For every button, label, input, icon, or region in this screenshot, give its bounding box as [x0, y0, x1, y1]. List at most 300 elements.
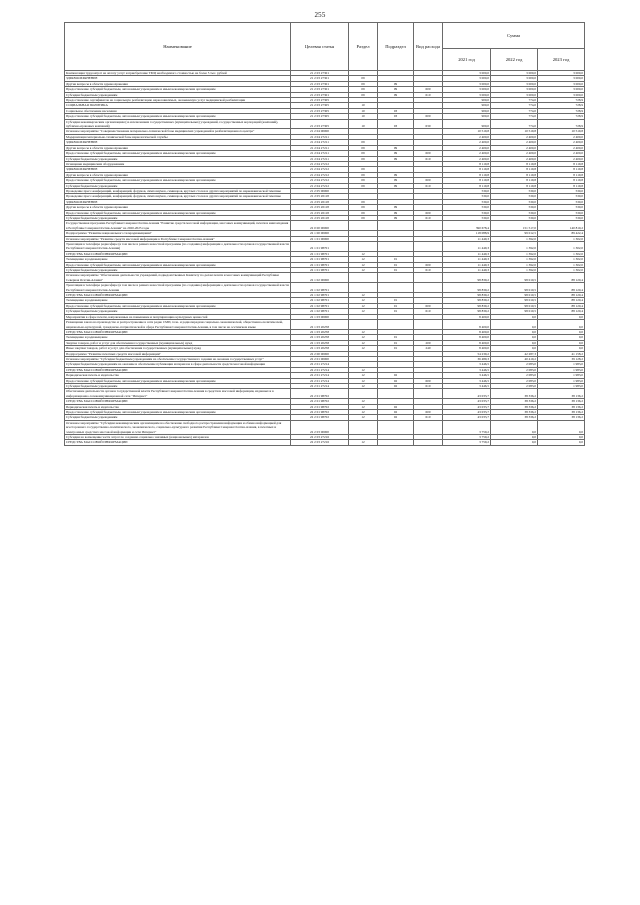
- header-subsection: Подраздел: [378, 23, 414, 71]
- cell-sum-2022: 8 119,8: [491, 161, 538, 166]
- cell-expense-type: 630: [414, 119, 443, 129]
- cell-sum-2021: 3 446,5: [443, 383, 491, 388]
- cell-sum-2022: 774,0: [491, 114, 538, 119]
- cell-article: 22 0 00 00000: [291, 221, 349, 231]
- cell-name: Субсидии бюджетным учреждениям: [65, 183, 291, 188]
- cell-sum-2023: 3 000,0: [538, 76, 585, 81]
- cell-sum-2021: 2 400,0: [443, 140, 491, 145]
- cell-sum-2023: 8 119,8: [538, 178, 585, 183]
- cell-sum-2021: 3 446,5: [443, 373, 491, 378]
- cell-name: Размещение заказа на производство и распространение в сети радио СМИ, теле- и радиопередачи социально-экономической, общественно-политической, национально-культурной, гражданско-патриотической и сфере Республики Северная Осетия-Алания, в том числе на осетинском языке: [65, 320, 291, 330]
- cell-subsection: 09: [378, 156, 414, 161]
- cell-section: [349, 389, 378, 399]
- cell-sum-2022: 0,0: [491, 340, 538, 345]
- cell-subsection: 01: [378, 257, 414, 262]
- cell-section: 12: [349, 410, 378, 415]
- page-number: 255: [314, 11, 326, 19]
- cell-name: Субсидии бюджетным учреждениям: [65, 268, 291, 273]
- cell-sum-2021: 43 033,7: [443, 415, 491, 420]
- cell-sum-2022: 2 400,0: [491, 151, 538, 156]
- table-row: [65, 221, 585, 231]
- cell-name: Предоставление субсидий бюджетным, автономным учреждениям и иным некоммерческим организациям: [65, 178, 291, 183]
- cell-subsection: 02: [378, 404, 414, 409]
- cell-sum-2023: 140 810,2: [538, 221, 585, 231]
- cell-article: 21 2 03 27305: [291, 119, 349, 129]
- cell-section: 09: [349, 140, 378, 145]
- cell-article: 22 1 02 98701: [291, 303, 349, 308]
- cell-sum-2021: 98 839,2: [443, 309, 491, 314]
- cell-sum-2022: 1 392,0: [491, 268, 538, 273]
- cell-article: 21 2 04 27211: [291, 145, 349, 150]
- cell-name: Оснащение медицинским оборудованием: [65, 161, 291, 166]
- cell-sum-2023: 3 000,0: [538, 87, 585, 92]
- cell-expense-type: [414, 273, 443, 283]
- cell-section: 12: [349, 309, 378, 314]
- cell-section: [349, 283, 378, 293]
- cell-sum-2022: 3 000,0: [491, 87, 538, 92]
- cell-name: Предоставление субсидий бюджетным, автономным учреждениям и иным некоммерческим организациям: [65, 114, 291, 119]
- cell-sum-2021: 530,0: [443, 210, 491, 215]
- cell-sum-2021: 900,0: [443, 108, 491, 113]
- cell-section: 09: [349, 172, 378, 177]
- cell-sum-2022: 2 083,0: [491, 373, 538, 378]
- cell-section: 10: [349, 108, 378, 113]
- cell-name: СРЕДСТВА МАССОВОЙ ИНФОРМАЦИИ: [65, 440, 291, 445]
- cell-article: 22 1 02 98701: [291, 293, 349, 298]
- cell-sum-2023: 1 983,0: [538, 367, 585, 372]
- cell-sum-2023: 39 128,2: [538, 356, 585, 361]
- cell-subsection: [378, 283, 414, 293]
- cell-sum-2023: 0,0: [538, 314, 585, 319]
- cell-section: 12: [349, 399, 378, 404]
- cell-sum-2021: 8 400,0: [443, 335, 491, 340]
- cell-article: 21 2 05 00000: [291, 188, 349, 193]
- cell-article: 22 1 03 20258: [291, 320, 349, 330]
- cell-name: Основное мероприятие "Субсидии некоммерческим организациям на обеспечение свободного распространения информации и обмена информацией для всестороннего государственно-политического, экономического, социально-культурного развития Республики Северная Осетия-Алания, в печатных и электронных средствах массовой информации и сети Интернет": [65, 420, 291, 434]
- cell-sum-2022: 98 010,5: [491, 309, 538, 314]
- cell-sum-2023: 530,0: [538, 210, 585, 215]
- cell-sum-2021: 2 400,0: [443, 145, 491, 150]
- cell-subsection: 01: [378, 340, 414, 345]
- cell-subsection: 01: [378, 335, 414, 340]
- cell-sum-2021: 8 400,0: [443, 329, 491, 334]
- cell-sum-2022: 38 336,2: [491, 415, 538, 420]
- cell-section: 12: [349, 257, 378, 262]
- cell-expense-type: 600: [414, 210, 443, 215]
- cell-sum-2022: 530,0: [491, 205, 538, 210]
- cell-sum-2021: 3 000,0: [443, 81, 491, 86]
- cell-sum-2023: 1 983,0: [538, 383, 585, 388]
- cell-sum-2021: 3 759,2: [443, 440, 491, 445]
- cell-section: 09: [349, 205, 378, 210]
- cell-section: 12: [349, 293, 378, 298]
- cell-sum-2023: 530,0: [538, 188, 585, 193]
- cell-sum-2021: 3 759,2: [443, 420, 491, 434]
- cell-sum-2022: 2 083,0: [491, 367, 538, 372]
- cell-name: Телевидение и радиовещание: [65, 335, 291, 340]
- cell-sum-2022: 530,0: [491, 210, 538, 215]
- cell-sum-2023: 0,0: [538, 346, 585, 351]
- cell-name: Трансляция в телеэфире радиоэфире (в том числе в рамках новостной программы (по созданию) информации о деятельности органов государственной власти Республики Северная Осетия-Алания): [66, 242, 289, 251]
- cell-article: 22 1 03 20258: [291, 335, 349, 340]
- cell-sum-2022: 40 419,2: [491, 356, 538, 361]
- cell-sum-2023: 0,0: [538, 335, 585, 340]
- cell-sum-2022: 3 000,0: [491, 81, 538, 86]
- cell-sum-2023: 728,9: [538, 119, 585, 129]
- cell-section: 09: [349, 156, 378, 161]
- cell-sum-2022: 0,0: [491, 335, 538, 340]
- cell-sum-2021: 2 400,0: [443, 134, 491, 139]
- cell-name: СРЕДСТВА МАССОВОЙ ИНФОРМАЦИИ: [65, 251, 291, 256]
- cell-name: Другие вопросы в области здравоохранения: [65, 205, 291, 210]
- cell-section: 12: [349, 251, 378, 256]
- cell-sum-2021: 3 000,0: [443, 76, 491, 81]
- cell-article: 22 1 02 98701: [291, 283, 349, 293]
- cell-subsection: 03: [378, 114, 414, 119]
- table-row: [65, 242, 585, 252]
- cell-article: 22 2 01 27214: [291, 367, 349, 372]
- cell-sum-2021: 3 446,5: [443, 362, 491, 367]
- cell-article: 21 2 03 27305: [291, 108, 349, 113]
- cell-sum-2021: 11 449,3: [443, 242, 491, 252]
- header-year-2022: 2022 год: [491, 49, 538, 71]
- cell-section: [349, 320, 378, 330]
- cell-article: 21 2 05 20118: [291, 215, 349, 220]
- cell-sum-2021: 3 446,5: [443, 367, 491, 372]
- cell-name: Другие вопросы в области здравоохранения: [65, 81, 291, 86]
- table-row: [65, 440, 585, 445]
- cell-section: 12: [349, 335, 378, 340]
- cell-sum-2021: 3 000,0: [443, 92, 491, 97]
- cell-sum-2021: 8 400,0: [443, 314, 491, 319]
- cell-article: 22 1 03 20258: [291, 346, 349, 351]
- cell-sum-2022: 3 000,0: [491, 92, 538, 97]
- cell-sum-2023: 1 983,0: [538, 373, 585, 378]
- header-sum: Сумма: [443, 23, 585, 49]
- cell-sum-2021: 530,0: [443, 199, 491, 204]
- cell-section: 12: [349, 383, 378, 388]
- cell-name: Субсидии бюджетным учреждениям на оказание и обеспечение публикации материалов в сфере деятельности средств массовой информации: [65, 362, 291, 367]
- cell-sum-2022: 38 336,2: [491, 399, 538, 404]
- cell-sum-2021: 900,0: [443, 98, 491, 103]
- cell-sum-2022: 774,0: [491, 119, 538, 129]
- cell-article: 21 2 03 27305: [291, 98, 349, 103]
- cell-sum-2022: 2 083,0: [491, 378, 538, 383]
- cell-section: 09: [349, 81, 378, 86]
- cell-article: 22 1 03 20258: [291, 340, 349, 345]
- cell-sum-2023: 3 000,0: [538, 81, 585, 86]
- cell-sum-2022: 3 000,0: [491, 76, 538, 81]
- cell-section: 12: [349, 298, 378, 303]
- cell-subsection: 09: [378, 172, 414, 177]
- cell-article: 21 2 03 27301: [291, 81, 349, 86]
- cell-article: 22 2 01 98702: [291, 399, 349, 404]
- cell-sum-2023: 728,9: [538, 108, 585, 113]
- cell-article: 22 1 00 00000: [291, 231, 349, 236]
- cell-subsection: 01: [378, 298, 414, 303]
- cell-sum-2021: 2 400,0: [443, 156, 491, 161]
- cell-section: 09: [349, 87, 378, 92]
- cell-sum-2021: 98 839,2: [443, 273, 491, 283]
- cell-sum-2021: 118 088,9: [443, 231, 491, 236]
- cell-sum-2022: 8 119,8: [491, 172, 538, 177]
- cell-sum-2021: 8 119,8: [443, 167, 491, 172]
- cell-name: Компенсация трудозатрат на оплату услуг и приобретение ТМЦ необходимого стоимостью не более 5 тыс. рублей: [65, 71, 291, 76]
- cell-article: 22 2 01 27214: [291, 373, 349, 378]
- cell-subsection: [378, 221, 414, 231]
- cell-sum-2023: 88 120,4: [538, 293, 585, 298]
- cell-sum-2023: 728,9: [538, 98, 585, 103]
- cell-name: Проведение пресс-конференций, конференций, форумов, симпозиумов, семинаров, круглых столов и других мероприятий по наркоманической тематике: [65, 194, 291, 199]
- cell-sum-2022: 98 010,5: [491, 303, 538, 308]
- cell-name: Субсидии бюджетным учреждениям: [65, 156, 291, 161]
- cell-article: 21 2 04 27212: [291, 167, 349, 172]
- cell-name: Закупка товаров, работ и услуг для обеспечения государственных (муниципальных) нужд: [65, 340, 291, 345]
- cell-expense-type: 600: [414, 114, 443, 119]
- cell-name: Предоставление сертификатов на социальную реабилитацию наркозависимых, оказываемую услуг медицинской реабилитации: [65, 98, 291, 103]
- cell-sum-2023: 10 519,8: [538, 129, 585, 134]
- cell-sum-2022: 98 010,5: [491, 273, 538, 283]
- cell-sum-2021: 900,0: [443, 103, 491, 108]
- cell-expense-type: [414, 283, 443, 293]
- cell-article: 22 1 02 00000: [291, 273, 349, 283]
- cell-subsection: 01: [378, 346, 414, 351]
- cell-subsection: 09: [378, 210, 414, 215]
- cell-expense-type: 610: [414, 309, 443, 314]
- cell-sum-2023: 1 302,0: [538, 236, 585, 241]
- cell-article: 21 2 03 27301: [291, 76, 349, 81]
- cell-sum-2022: 38 336,2: [491, 404, 538, 409]
- cell-article: 22 1 01 98701: [291, 262, 349, 267]
- cell-sum-2021: 390 678,4: [443, 221, 491, 231]
- cell-article: 22 1 02 98701: [291, 309, 349, 314]
- cell-expense-type: 600: [414, 262, 443, 267]
- cell-section: 10: [349, 103, 378, 108]
- cell-sum-2022: 0,0: [491, 320, 538, 330]
- cell-name: Субсидии некоммерческим организациям (за исключением государственных (муниципальных) учреждений, государственных корпораций (компаний), публично-правовых компаний): [65, 119, 291, 129]
- cell-sum-2022: 8 119,8: [491, 167, 538, 172]
- cell-article: 22 2 01 27214: [291, 362, 349, 367]
- cell-article: 22 2 01 98702: [291, 404, 349, 409]
- cell-sum-2023: 530,0: [538, 215, 585, 220]
- cell-sum-2021: 3 000,0: [443, 87, 491, 92]
- cell-subsection: 01: [378, 309, 414, 314]
- header-article: Целевая статья: [291, 23, 349, 71]
- cell-name: Обеспечение деятельности органов государственной власти Республики Северная Осетия-Алания в средствах массовой информации, изданных и в информационно-телекоммуникационной сети "Интернет": [65, 389, 291, 399]
- cell-name: Периодическая печать и издательства: [65, 404, 291, 409]
- cell-section: 09: [349, 167, 378, 172]
- cell-sum-2021: 2 400,0: [443, 151, 491, 156]
- table-row: [65, 283, 585, 293]
- cell-subsection: 02: [378, 378, 414, 383]
- cell-subsection: 09: [378, 151, 414, 156]
- cell-section: 09: [349, 76, 378, 81]
- cell-expense-type: 600: [414, 303, 443, 308]
- cell-article: 21 2 05 20118: [291, 199, 349, 204]
- cell-sum-2022: 530,0: [491, 188, 538, 193]
- cell-name: Государственная программа Республики Северная Осетия-Алания "Развитие средств массовой информации, массовых коммуникаций, печати и книгоиздания в Республике Северная Осетия-Алания" на 2020-2025 годы: [65, 221, 291, 231]
- cell-section: 12: [349, 303, 378, 308]
- cell-expense-type: 600: [414, 410, 443, 415]
- cell-sum-2023: 1 302,0: [538, 242, 585, 252]
- cell-subsection: 09: [378, 87, 414, 92]
- cell-sum-2023: 0,0: [538, 435, 585, 440]
- cell-name: Предоставление субсидий бюджетным, автономным учреждениям и иным некоммерческим организациям: [65, 303, 291, 308]
- cell-expense-type: 610: [414, 383, 443, 388]
- cell-name: Основное мероприятие "Обеспечение деятельности учреждений, подведомственных Комитету по делам печати и массовых коммуникаций Республики Северная Осетия-Алания": [65, 273, 291, 283]
- cell-name: Периодическая печать и издательства: [65, 373, 291, 378]
- cell-sum-2023: 2 400,0: [538, 140, 585, 145]
- cell-article: 22 1 03 20258: [291, 329, 349, 334]
- cell-sum-2022: 8 119,8: [491, 183, 538, 188]
- cell-expense-type: 610: [414, 156, 443, 161]
- cell-name: Субсидии бюджетным учреждениям: [65, 215, 291, 220]
- budget-table: [64, 22, 585, 446]
- cell-sum-2022: 38 336,2: [491, 410, 538, 415]
- cell-sum-2023: 2 400,0: [538, 145, 585, 150]
- cell-section: 09: [349, 183, 378, 188]
- cell-sum-2021: 8 119,8: [443, 178, 491, 183]
- cell-section: 09: [349, 151, 378, 156]
- cell-sum-2023: 530,0: [538, 205, 585, 210]
- cell-sum-2022: 2 400,0: [491, 140, 538, 145]
- cell-sum-2022: 0,0: [491, 314, 538, 319]
- cell-sum-2021: 900,0: [443, 114, 491, 119]
- cell-article: 21 2 05 20118: [291, 210, 349, 215]
- cell-sum-2023: 38 136,2: [538, 410, 585, 415]
- cell-section: 12: [349, 262, 378, 267]
- cell-sum-2023: 0,0: [538, 420, 585, 434]
- cell-expense-type: 610: [414, 92, 443, 97]
- table-row: [65, 119, 585, 129]
- cell-name: СОЦИАЛЬНАЯ ПОЛИТИКА: [65, 103, 291, 108]
- cell-expense-type: [414, 389, 443, 399]
- cell-article: 21 2 04 00000: [291, 129, 349, 134]
- cell-name: Субсидии бюджетным учреждениям: [65, 309, 291, 314]
- cell-article: 22 2 01 98702: [291, 389, 349, 399]
- cell-article: 22 1 01 98701: [291, 251, 349, 256]
- cell-sum-2022: 1 392,0: [491, 262, 538, 267]
- cell-subsection: 03: [378, 108, 414, 113]
- cell-sum-2021: 3 446,5: [443, 378, 491, 383]
- cell-sum-2023: 2 400,0: [538, 151, 585, 156]
- cell-sum-2022: 151 517,0: [491, 221, 538, 231]
- cell-expense-type: [414, 242, 443, 252]
- cell-sum-2023: 88 120,4: [538, 309, 585, 314]
- cell-article: 21 2 05 20118: [291, 194, 349, 199]
- cell-sum-2021: 530,0: [443, 205, 491, 210]
- cell-sum-2021: 900,0: [443, 119, 491, 129]
- cell-article: 21 2 03 27301: [291, 92, 349, 97]
- cell-sum-2021: 8 119,8: [443, 161, 491, 166]
- cell-name: Основное мероприятие "Субсидии бюджетным учреждениям на обеспечение государственного задания на оказание государственных услуг": [65, 356, 291, 361]
- cell-name: ЗДРАВООХРАНЕНИЕ: [65, 199, 291, 204]
- cell-sum-2021: 530,0: [443, 194, 491, 199]
- cell-article: 21 2 04 27212: [291, 183, 349, 188]
- cell-sum-2023: 41 158,2: [538, 351, 585, 356]
- cell-expense-type: 600: [414, 151, 443, 156]
- cell-expense-type: 600: [414, 178, 443, 183]
- cell-article: 22 2 01 27214: [291, 378, 349, 383]
- cell-article: 22 1 03 00000: [291, 314, 349, 319]
- cell-subsection: 02: [378, 410, 414, 415]
- cell-sum-2023: 1 983,0: [538, 362, 585, 367]
- cell-sum-2023: 0,0: [538, 440, 585, 445]
- cell-name: Предоставление субсидий бюджетным, автономным учреждениям и иным некоммерческим организациям: [65, 210, 291, 215]
- cell-sum-2022: 0,0: [491, 420, 538, 434]
- cell-sum-2022: 8 119,8: [491, 178, 538, 183]
- cell-sum-2022: 2 400,0: [491, 134, 538, 139]
- cell-section: 12: [349, 346, 378, 351]
- cell-sum-2021: 3 759,2: [443, 435, 491, 440]
- cell-name: ЗДРАВООХРАНЕНИЕ: [65, 76, 291, 81]
- cell-subsection: 01: [378, 268, 414, 273]
- cell-expense-type: [414, 221, 443, 231]
- cell-sum-2021: 530,0: [443, 188, 491, 193]
- cell-name: ЗДРАВООХРАНЕНИЕ: [65, 167, 291, 172]
- cell-sum-2022: 530,0: [491, 194, 538, 199]
- cell-name: Подпрограмма "Развитие национального телерадиовещания": [65, 231, 291, 236]
- cell-sum-2023: 728,9: [538, 103, 585, 108]
- cell-sum-2021: 11 449,3: [443, 268, 491, 273]
- cell-sum-2023: 3 000,0: [538, 92, 585, 97]
- cell-subsection: [378, 273, 414, 283]
- cell-sum-2022: 0,0: [491, 440, 538, 445]
- cell-name: Предоставление субсидий бюджетным, автономным учреждениям и иным некоммерческим организациям: [65, 151, 291, 156]
- cell-name: Подпрограмма "Развитие печатных средств массовой информации": [65, 351, 291, 356]
- cell-article: 21 2 04 27212: [291, 178, 349, 183]
- cell-sum-2023: 8 119,8: [538, 167, 585, 172]
- cell-name: Социальное обеспечение населения: [65, 108, 291, 113]
- cell-sum-2022: 2 400,0: [491, 156, 538, 161]
- cell-article: 22 2 03 00000: [291, 420, 349, 434]
- cell-expense-type: 610: [414, 415, 443, 420]
- cell-sum-2022: 38 336,2: [491, 389, 538, 399]
- cell-sum-2022: 1 392,0: [491, 242, 538, 252]
- cell-article: 22 1 01 98701: [291, 257, 349, 262]
- header-year-2023: 2023 год: [538, 49, 585, 71]
- cell-sum-2022: 530,0: [491, 199, 538, 204]
- cell-name: Иные закупки товаров, работ и услуг для обеспечения государственных (муниципальных) нужд: [65, 346, 291, 351]
- cell-sum-2023: 1 302,0: [538, 251, 585, 256]
- table-row: [65, 320, 585, 330]
- cell-sum-2023: 8 119,8: [538, 161, 585, 166]
- cell-sum-2022: 1 392,0: [491, 236, 538, 241]
- cell-sum-2022: 1 392,0: [491, 257, 538, 262]
- cell-sum-2021: 98 839,2: [443, 283, 491, 293]
- cell-name: Проведение пресс-конференций, конференций, форумов, симпозиумов, семинаров, круглых столов и других мероприятий по наркоманической тематике: [65, 188, 291, 193]
- cell-sum-2022: 1 392,0: [491, 251, 538, 256]
- cell-article: 21 2 05 20118: [291, 205, 349, 210]
- cell-sum-2022: 10 519,8: [491, 129, 538, 134]
- cell-section: [349, 273, 378, 283]
- cell-expense-type: [414, 420, 443, 434]
- cell-expense-type: 600: [414, 378, 443, 383]
- cell-sum-2022: 0,0: [491, 435, 538, 440]
- cell-article: 22 2 03 27216: [291, 435, 349, 440]
- cell-sum-2022: 42 287,3: [491, 351, 538, 356]
- cell-sum-2021: 3 000,0: [443, 71, 491, 76]
- cell-article: 22 1 01 00000: [291, 236, 349, 241]
- cell-section: 12: [349, 329, 378, 334]
- cell-subsection: 09: [378, 183, 414, 188]
- cell-subsection: [378, 389, 414, 399]
- cell-name: Телевидение и радиовещание: [65, 298, 291, 303]
- cell-section: 10: [349, 119, 378, 129]
- cell-section: 12: [349, 373, 378, 378]
- cell-sum-2022: 2 083,0: [491, 383, 538, 388]
- cell-sum-2022: 0,0: [491, 346, 538, 351]
